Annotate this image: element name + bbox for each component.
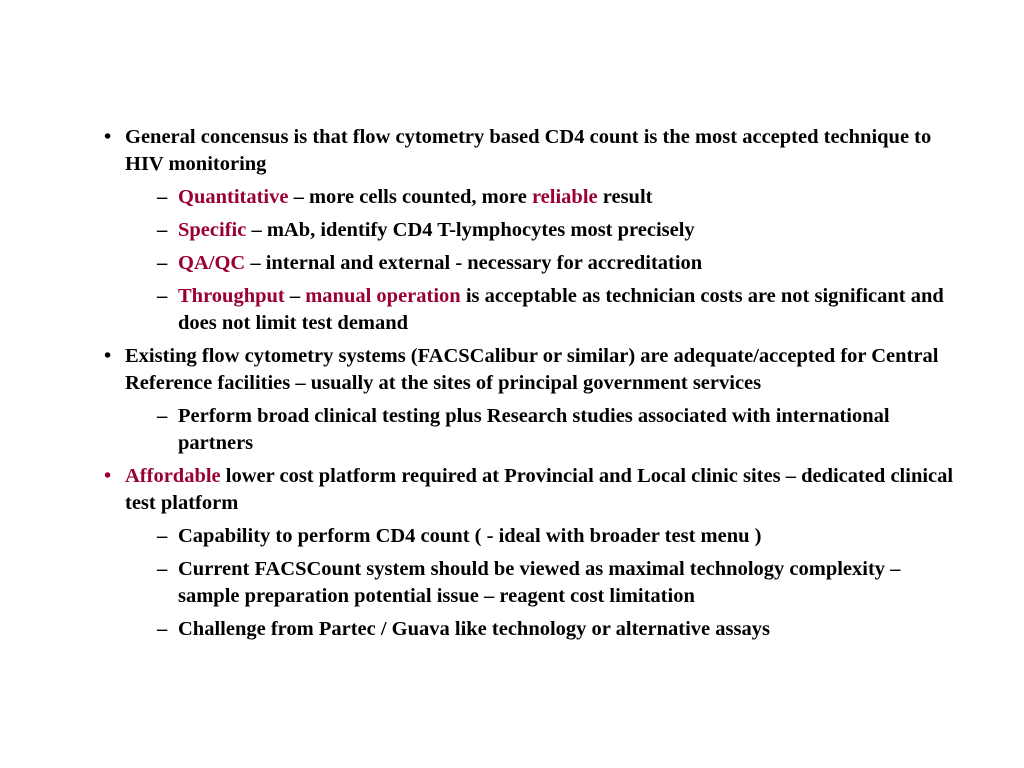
dash-icon: – bbox=[157, 252, 168, 274]
dash-icon: – bbox=[157, 405, 168, 427]
bullet-item bbox=[104, 463, 964, 517]
sub-bullet-item bbox=[157, 217, 964, 244]
bullet-icon: • bbox=[104, 345, 112, 367]
bullet-list bbox=[104, 124, 964, 649]
dash-icon: – bbox=[157, 219, 168, 241]
sub-bullet-item bbox=[157, 184, 964, 211]
highlight-term: Affordable bbox=[125, 465, 221, 487]
sub-bullet-item bbox=[157, 523, 964, 550]
bullet-icon: • bbox=[104, 465, 112, 487]
sub-bullet-item bbox=[157, 616, 964, 643]
sub-bullet-text: is acceptable as technician costs are not significant and does not limit test demand bbox=[178, 285, 944, 334]
bullet-text: Existing flow cytometry systems (FACSCalibur or similar) are adequate/accepted for Central Reference facilities – usually at the sites of principal government services bbox=[125, 345, 939, 394]
dash-icon: – bbox=[157, 285, 168, 307]
sub-bullet-text: – mAb, identify CD4 T-lymphocytes most precisely bbox=[246, 219, 695, 241]
sub-bullet-text: – more cells counted, more bbox=[288, 186, 532, 208]
bullet-icon: • bbox=[104, 126, 112, 148]
sub-bullet-text: – bbox=[284, 285, 306, 307]
sub-bullet-text: Current FACSCount system should be viewed as maximal technology complexity – sample preparation potential issue – reagent cost limitation bbox=[178, 558, 901, 607]
highlight-term: manual operation bbox=[305, 285, 461, 307]
bullet-item bbox=[104, 343, 964, 397]
sub-bullet-item bbox=[157, 250, 964, 277]
sub-bullet-item bbox=[157, 403, 964, 457]
highlight-term: QA/QC bbox=[178, 252, 246, 274]
bullet-text: lower cost platform required at Provincial and Local clinic sites – dedicated clinical test platform bbox=[125, 465, 954, 514]
sub-bullet-text: result bbox=[597, 186, 653, 208]
highlight-term: Throughput bbox=[178, 285, 285, 307]
highlight-term: Specific bbox=[178, 219, 247, 241]
highlight-term: Quantitative bbox=[178, 186, 289, 208]
sub-bullet-text: Capability to perform CD4 count ( - ideal with broader test menu ) bbox=[178, 525, 762, 547]
highlight-term: reliable bbox=[531, 186, 598, 208]
sub-bullet-text: – internal and external - necessary for accreditation bbox=[245, 252, 703, 274]
dash-icon: – bbox=[157, 558, 168, 580]
sub-bullet-text: Perform broad clinical testing plus Research studies associated with international partners bbox=[178, 405, 890, 454]
dash-icon: – bbox=[157, 618, 168, 640]
dash-icon: – bbox=[157, 525, 168, 547]
sub-bullet-item bbox=[157, 556, 964, 610]
dash-icon: – bbox=[157, 186, 168, 208]
sub-bullet-text: Challenge from Partec / Guava like technology or alternative assays bbox=[178, 618, 770, 640]
sub-bullet-item bbox=[157, 283, 964, 337]
bullet-text: General concensus is that flow cytometry based CD4 count is the most accepted technique to HIV monitoring bbox=[125, 126, 932, 175]
bullet-item bbox=[104, 124, 964, 178]
